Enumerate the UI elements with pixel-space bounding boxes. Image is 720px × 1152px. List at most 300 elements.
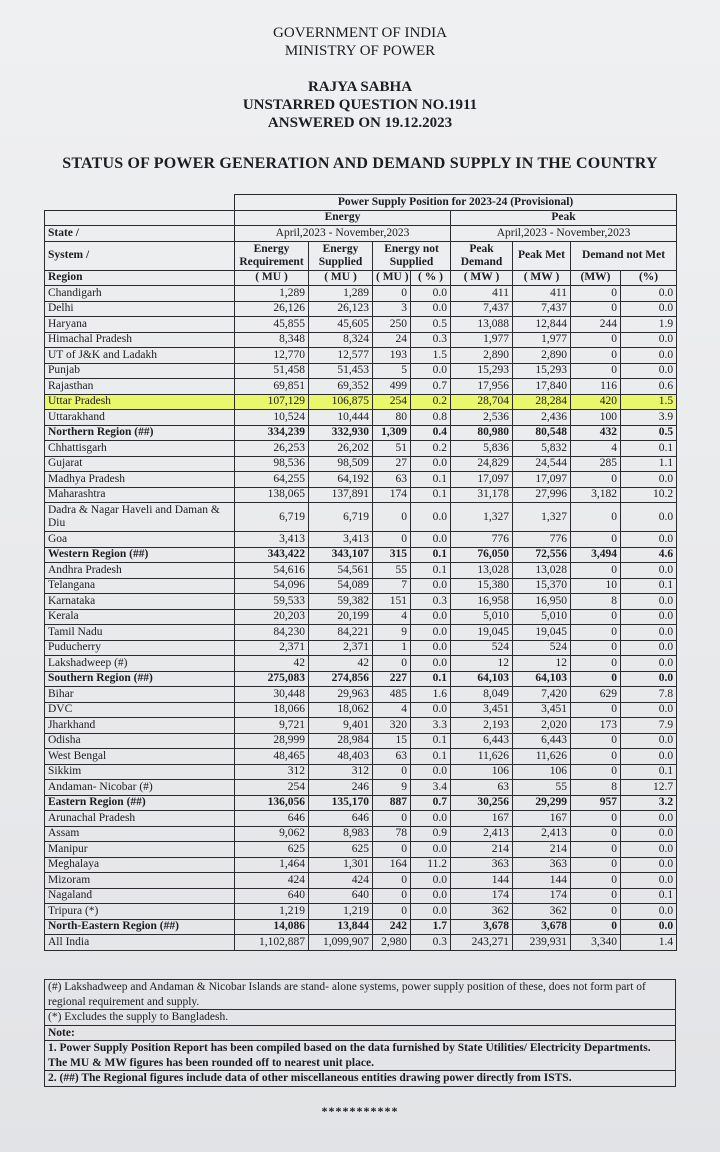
value-cell: 0.0 (411, 532, 451, 548)
value-cell: 1.1 (621, 456, 677, 472)
value-cell: 0.0 (621, 873, 677, 889)
document-title: STATUS OF POWER GENERATION AND DEMAND SUPPLY IN THE COUNTRY (62, 155, 658, 172)
value-cell: 164 (373, 857, 411, 873)
state-name-cell: Northern Region (##) (45, 425, 235, 441)
unit-mw: (MW) (571, 270, 621, 286)
value-cell: 5,010 (451, 609, 513, 625)
value-cell: 7.8 (621, 687, 677, 703)
value-cell: 0.0 (621, 842, 677, 858)
value-cell: 0 (571, 286, 621, 302)
value-cell: 0 (373, 503, 411, 532)
value-cell: 239,931 (513, 935, 571, 951)
state-name-cell: UT of J&K and Ladakh (45, 348, 235, 364)
state-label: State / (45, 226, 235, 242)
value-cell: 0.0 (621, 609, 677, 625)
value-cell: 0.3 (411, 332, 451, 348)
value-cell: 7,420 (513, 687, 571, 703)
value-cell: 2,890 (451, 348, 513, 364)
value-cell: 0 (373, 656, 411, 672)
value-cell: 0.0 (411, 811, 451, 827)
value-cell: 5,832 (513, 441, 571, 457)
value-cell: 69,352 (309, 379, 373, 395)
value-cell: 6,443 (513, 733, 571, 749)
value-cell: 646 (309, 811, 373, 827)
state-name-cell: All India (45, 935, 235, 951)
value-cell: 0 (571, 826, 621, 842)
value-cell: 13,028 (513, 563, 571, 579)
value-cell: 0.5 (621, 425, 677, 441)
value-cell: 0.0 (621, 671, 677, 687)
value-cell: 4.6 (621, 547, 677, 563)
col-energy-requirement: Energy Requirement (235, 241, 309, 270)
value-cell: 362 (513, 904, 571, 920)
value-cell: 0.1 (411, 472, 451, 488)
table-row (45, 348, 677, 364)
value-cell: 640 (309, 888, 373, 904)
table-body (45, 286, 677, 951)
value-cell: 15 (373, 733, 411, 749)
value-cell: 0.0 (621, 811, 677, 827)
value-cell: 3,451 (513, 702, 571, 718)
value-cell: 8 (571, 780, 621, 796)
value-cell: 12.7 (621, 780, 677, 796)
region-label: Region (45, 270, 235, 286)
value-cell: 1 (373, 640, 411, 656)
value-cell: 144 (451, 873, 513, 889)
value-cell: 63 (373, 472, 411, 488)
question-heading: UNSTARRED QUESTION NO.1911 (242, 97, 478, 113)
value-cell: 0 (571, 702, 621, 718)
value-cell: 0.0 (411, 286, 451, 302)
value-cell: 0.0 (411, 764, 451, 780)
value-cell: 106,875 (309, 394, 373, 410)
value-cell: 625 (235, 842, 309, 858)
state-name-cell: Sikkim (45, 764, 235, 780)
value-cell: 0.1 (411, 487, 451, 503)
value-cell: 6,443 (451, 733, 513, 749)
value-cell: 0.0 (411, 456, 451, 472)
value-cell: 320 (373, 718, 411, 734)
value-cell: 3,451 (451, 702, 513, 718)
value-cell: 27 (373, 456, 411, 472)
table-row (45, 640, 677, 656)
table-row (45, 842, 677, 858)
value-cell: 0.9 (411, 826, 451, 842)
value-cell: 26,202 (309, 441, 373, 457)
table-row (45, 873, 677, 889)
value-cell: 1,327 (451, 503, 513, 532)
value-cell: 646 (235, 811, 309, 827)
col-energy-not-supplied: Energy not Supplied (373, 241, 451, 270)
table-row (45, 764, 677, 780)
state-name-cell: Eastern Region (##) (45, 795, 235, 811)
value-cell: 3,413 (235, 532, 309, 548)
value-cell: 1.5 (621, 394, 677, 410)
value-cell: 13,028 (451, 563, 513, 579)
table-row (45, 888, 677, 904)
value-cell: 0.0 (621, 733, 677, 749)
value-cell: 0.0 (411, 702, 451, 718)
value-cell: 0.2 (411, 441, 451, 457)
value-cell: 0.0 (621, 348, 677, 364)
value-cell: 18,066 (235, 702, 309, 718)
value-cell: 0 (571, 749, 621, 765)
value-cell: 173 (571, 718, 621, 734)
value-cell: 312 (235, 764, 309, 780)
value-cell: 15,293 (451, 363, 513, 379)
value-cell: 59,533 (235, 594, 309, 610)
value-cell: 84,221 (309, 625, 373, 641)
value-cell: 45,605 (309, 317, 373, 333)
table-row (45, 935, 677, 951)
unit-percent: ( % ) (411, 270, 451, 286)
value-cell: 0.0 (621, 625, 677, 641)
value-cell: 0 (373, 842, 411, 858)
value-cell: 0 (571, 363, 621, 379)
value-cell: 0 (571, 873, 621, 889)
value-cell: 0 (571, 609, 621, 625)
value-cell: 0.0 (621, 532, 677, 548)
value-cell: 0.3 (411, 594, 451, 610)
value-cell: 12 (513, 656, 571, 672)
value-cell: 116 (571, 379, 621, 395)
value-cell: 0 (571, 888, 621, 904)
unit-percent: (%) (621, 270, 677, 286)
table-row (45, 332, 677, 348)
value-cell: 275,083 (235, 671, 309, 687)
table-row (45, 733, 677, 749)
state-name-cell: Uttarakhand (45, 410, 235, 426)
value-cell: 432 (571, 425, 621, 441)
value-cell: 51,453 (309, 363, 373, 379)
value-cell: 10,524 (235, 410, 309, 426)
state-name-cell: DVC (45, 702, 235, 718)
value-cell: 0.0 (411, 578, 451, 594)
state-name-cell: Andhra Pradesh (45, 563, 235, 579)
value-cell: 776 (451, 532, 513, 548)
value-cell: 28,984 (309, 733, 373, 749)
table-row (45, 656, 677, 672)
value-cell: 30,256 (451, 795, 513, 811)
value-cell: 0 (571, 811, 621, 827)
state-name-cell: Madhya Pradesh (45, 472, 235, 488)
value-cell: 0.0 (621, 749, 677, 765)
value-cell: 4 (373, 609, 411, 625)
value-cell: 2,980 (373, 935, 411, 951)
value-cell: 26,253 (235, 441, 309, 457)
value-cell: 55 (513, 780, 571, 796)
value-cell: 167 (513, 811, 571, 827)
value-cell: 1.5 (411, 348, 451, 364)
value-cell: 0.0 (411, 842, 451, 858)
value-cell: 106 (513, 764, 571, 780)
value-cell: 31,178 (451, 487, 513, 503)
value-cell: 3,494 (571, 547, 621, 563)
value-cell: 0.4 (411, 425, 451, 441)
value-cell: 315 (373, 547, 411, 563)
value-cell: 0 (373, 904, 411, 920)
value-cell: 17,097 (513, 472, 571, 488)
value-cell: 334,239 (235, 425, 309, 441)
value-cell: 0.5 (411, 317, 451, 333)
value-cell: 0.1 (411, 749, 451, 765)
value-cell: 5,010 (513, 609, 571, 625)
value-cell: 1,309 (373, 425, 411, 441)
value-cell: 2,020 (513, 718, 571, 734)
value-cell: 10 (571, 578, 621, 594)
value-cell: 54,096 (235, 578, 309, 594)
value-cell: 11,626 (451, 749, 513, 765)
value-cell: 0.1 (621, 764, 677, 780)
energy-period: April,2023 - November,2023 (235, 226, 451, 242)
value-cell: 17,097 (451, 472, 513, 488)
state-name-cell: Gujarat (45, 456, 235, 472)
value-cell: 138,065 (235, 487, 309, 503)
table-row (45, 286, 677, 302)
value-cell: 13,088 (451, 317, 513, 333)
value-cell: 1.6 (411, 687, 451, 703)
value-cell: 0 (571, 904, 621, 920)
value-cell: 0.0 (411, 656, 451, 672)
table-row (45, 749, 677, 765)
col-energy-supplied: Energy Supplied (309, 241, 373, 270)
value-cell: 5,836 (451, 441, 513, 457)
value-cell: 254 (235, 780, 309, 796)
value-cell: 0 (571, 472, 621, 488)
state-name-cell: Jharkhand (45, 718, 235, 734)
value-cell: 1,102,887 (235, 935, 309, 951)
state-name-cell: Kerala (45, 609, 235, 625)
table-row (45, 472, 677, 488)
state-name-cell: North-Eastern Region (##) (45, 919, 235, 935)
value-cell: 174 (373, 487, 411, 503)
state-name-cell: Tamil Nadu (45, 625, 235, 641)
value-cell: 193 (373, 348, 411, 364)
value-cell: 98,536 (235, 456, 309, 472)
value-cell: 0.1 (621, 441, 677, 457)
value-cell: 0.0 (621, 472, 677, 488)
table-row (45, 671, 677, 687)
energy-group-header: Energy (235, 210, 451, 226)
col-peak-met: Peak Met (513, 241, 571, 270)
note-label: Note: (44, 1026, 676, 1042)
value-cell: 15,380 (451, 578, 513, 594)
value-cell: 0 (571, 764, 621, 780)
value-cell: 776 (513, 532, 571, 548)
value-cell: 524 (513, 640, 571, 656)
value-cell: 227 (373, 671, 411, 687)
value-cell: 19,045 (451, 625, 513, 641)
table-row (45, 394, 677, 410)
state-name-cell: Southern Region (##) (45, 671, 235, 687)
table-row (45, 532, 677, 548)
state-name-cell: Goa (45, 532, 235, 548)
state-name-cell: Maharashtra (45, 487, 235, 503)
value-cell: 0.0 (621, 904, 677, 920)
value-cell: 80,548 (513, 425, 571, 441)
value-cell: 6,719 (235, 503, 309, 532)
value-cell: 16,958 (451, 594, 513, 610)
value-cell: 1,327 (513, 503, 571, 532)
value-cell: 1,219 (309, 904, 373, 920)
table-caption: Power Supply Position for 2023-24 (Provisional) (235, 195, 677, 211)
value-cell: 8,049 (451, 687, 513, 703)
value-cell: 0 (571, 733, 621, 749)
table-row (45, 594, 677, 610)
col-demand-not-met: Demand not Met (571, 241, 677, 270)
value-cell: 0 (373, 286, 411, 302)
value-cell: 17,956 (451, 379, 513, 395)
value-cell: 48,403 (309, 749, 373, 765)
value-cell: 64,103 (451, 671, 513, 687)
value-cell: 0.0 (621, 826, 677, 842)
value-cell: 2,890 (513, 348, 571, 364)
value-cell: 0.7 (411, 795, 451, 811)
value-cell: 29,299 (513, 795, 571, 811)
value-cell: 0.1 (411, 563, 451, 579)
value-cell: 1.4 (621, 935, 677, 951)
state-name-cell: Rajasthan (45, 379, 235, 395)
value-cell: 0.7 (411, 379, 451, 395)
state-name-cell: Bihar (45, 687, 235, 703)
value-cell: 64,103 (513, 671, 571, 687)
value-cell: 72,556 (513, 547, 571, 563)
state-name-cell: Uttar Pradesh (45, 394, 235, 410)
value-cell: 13,844 (309, 919, 373, 935)
note-star: (*) Excludes the supply to Bangladesh. (44, 1010, 676, 1026)
value-cell: 0 (373, 811, 411, 827)
table-row (45, 441, 677, 457)
value-cell: 59,382 (309, 594, 373, 610)
house-heading: RAJYA SABHA (307, 79, 413, 95)
state-name-cell: Manipur (45, 842, 235, 858)
value-cell: 3,182 (571, 487, 621, 503)
value-cell: 0.0 (411, 873, 451, 889)
value-cell: 0.0 (411, 888, 451, 904)
value-cell: 0.1 (411, 547, 451, 563)
notes-section (44, 979, 676, 1087)
value-cell: 0 (373, 532, 411, 548)
state-name-cell: Puducherry (45, 640, 235, 656)
value-cell: 0.0 (621, 919, 677, 935)
value-cell: 107,129 (235, 394, 309, 410)
value-cell: 887 (373, 795, 411, 811)
value-cell: 332,930 (309, 425, 373, 441)
state-name-cell: Lakshadweep (#) (45, 656, 235, 672)
value-cell: 7,437 (451, 301, 513, 317)
state-name-cell: Western Region (##) (45, 547, 235, 563)
value-cell: 0.1 (411, 733, 451, 749)
value-cell: 51 (373, 441, 411, 457)
value-cell: 0 (571, 503, 621, 532)
power-supply-table (44, 194, 677, 951)
value-cell: 411 (451, 286, 513, 302)
col-peak-demand: Peak Demand (451, 241, 513, 270)
value-cell: 1,977 (513, 332, 571, 348)
state-name-cell: Andaman- Nicobar (#) (45, 780, 235, 796)
table-row (45, 301, 677, 317)
value-cell: 5 (373, 363, 411, 379)
value-cell: 174 (513, 888, 571, 904)
note-2: 2. (##) The Regional figures include data of other miscellaneous entities drawing power directly from ISTS. (44, 1071, 676, 1087)
value-cell: 0.1 (411, 671, 451, 687)
value-cell: 0.0 (621, 286, 677, 302)
value-cell: 0.0 (621, 332, 677, 348)
state-name-cell: Odisha (45, 733, 235, 749)
value-cell: 0 (373, 873, 411, 889)
value-cell: 3,678 (451, 919, 513, 935)
state-name-cell: West Bengal (45, 749, 235, 765)
value-cell: 0 (373, 764, 411, 780)
state-name-cell: Dadra & Nagar Haveli and Daman & Diu (45, 503, 235, 532)
value-cell: 51,458 (235, 363, 309, 379)
value-cell: 4 (373, 702, 411, 718)
value-cell: 0 (571, 857, 621, 873)
table-row (45, 826, 677, 842)
state-name-cell: Karnataka (45, 594, 235, 610)
value-cell: 0.0 (411, 363, 451, 379)
value-cell: 1,301 (309, 857, 373, 873)
value-cell: 3,413 (309, 532, 373, 548)
value-cell: 63 (373, 749, 411, 765)
value-cell: 7.9 (621, 718, 677, 734)
value-cell: 20,203 (235, 609, 309, 625)
table-row (45, 718, 677, 734)
value-cell: 144 (513, 873, 571, 889)
value-cell: 3.3 (411, 718, 451, 734)
value-cell: 63 (451, 780, 513, 796)
value-cell: 485 (373, 687, 411, 703)
value-cell: 0 (571, 842, 621, 858)
table-row (45, 379, 677, 395)
value-cell: 0.0 (621, 563, 677, 579)
value-cell: 3.4 (411, 780, 451, 796)
value-cell: 98,509 (309, 456, 373, 472)
value-cell: 26,126 (235, 301, 309, 317)
value-cell: 250 (373, 317, 411, 333)
value-cell: 24,544 (513, 456, 571, 472)
value-cell: 0.0 (621, 857, 677, 873)
value-cell: 1.9 (621, 317, 677, 333)
value-cell: 2,436 (513, 410, 571, 426)
value-cell: 24 (373, 332, 411, 348)
table-row (45, 456, 677, 472)
state-name-cell: Chhattisgarh (45, 441, 235, 457)
value-cell: 20,199 (309, 609, 373, 625)
unit-mu: ( MU ) (235, 270, 309, 286)
state-name-cell: Tripura (*) (45, 904, 235, 920)
value-cell: 0 (571, 532, 621, 548)
value-cell: 9,401 (309, 718, 373, 734)
table-row (45, 904, 677, 920)
value-cell: 12,577 (309, 348, 373, 364)
value-cell: 54,561 (309, 563, 373, 579)
footer-stars: *********** (321, 1104, 399, 1118)
value-cell: 0.8 (411, 410, 451, 426)
state-name-cell: Arunachal Pradesh (45, 811, 235, 827)
value-cell: 26,123 (309, 301, 373, 317)
state-name-cell: Himachal Pradesh (45, 332, 235, 348)
value-cell: 0 (571, 656, 621, 672)
value-cell: 0 (571, 332, 621, 348)
value-cell: 0 (571, 625, 621, 641)
value-cell: 285 (571, 456, 621, 472)
table-row (45, 425, 677, 441)
value-cell: 11.2 (411, 857, 451, 873)
value-cell: 0 (571, 348, 621, 364)
value-cell: 0.0 (411, 640, 451, 656)
table-row (45, 919, 677, 935)
